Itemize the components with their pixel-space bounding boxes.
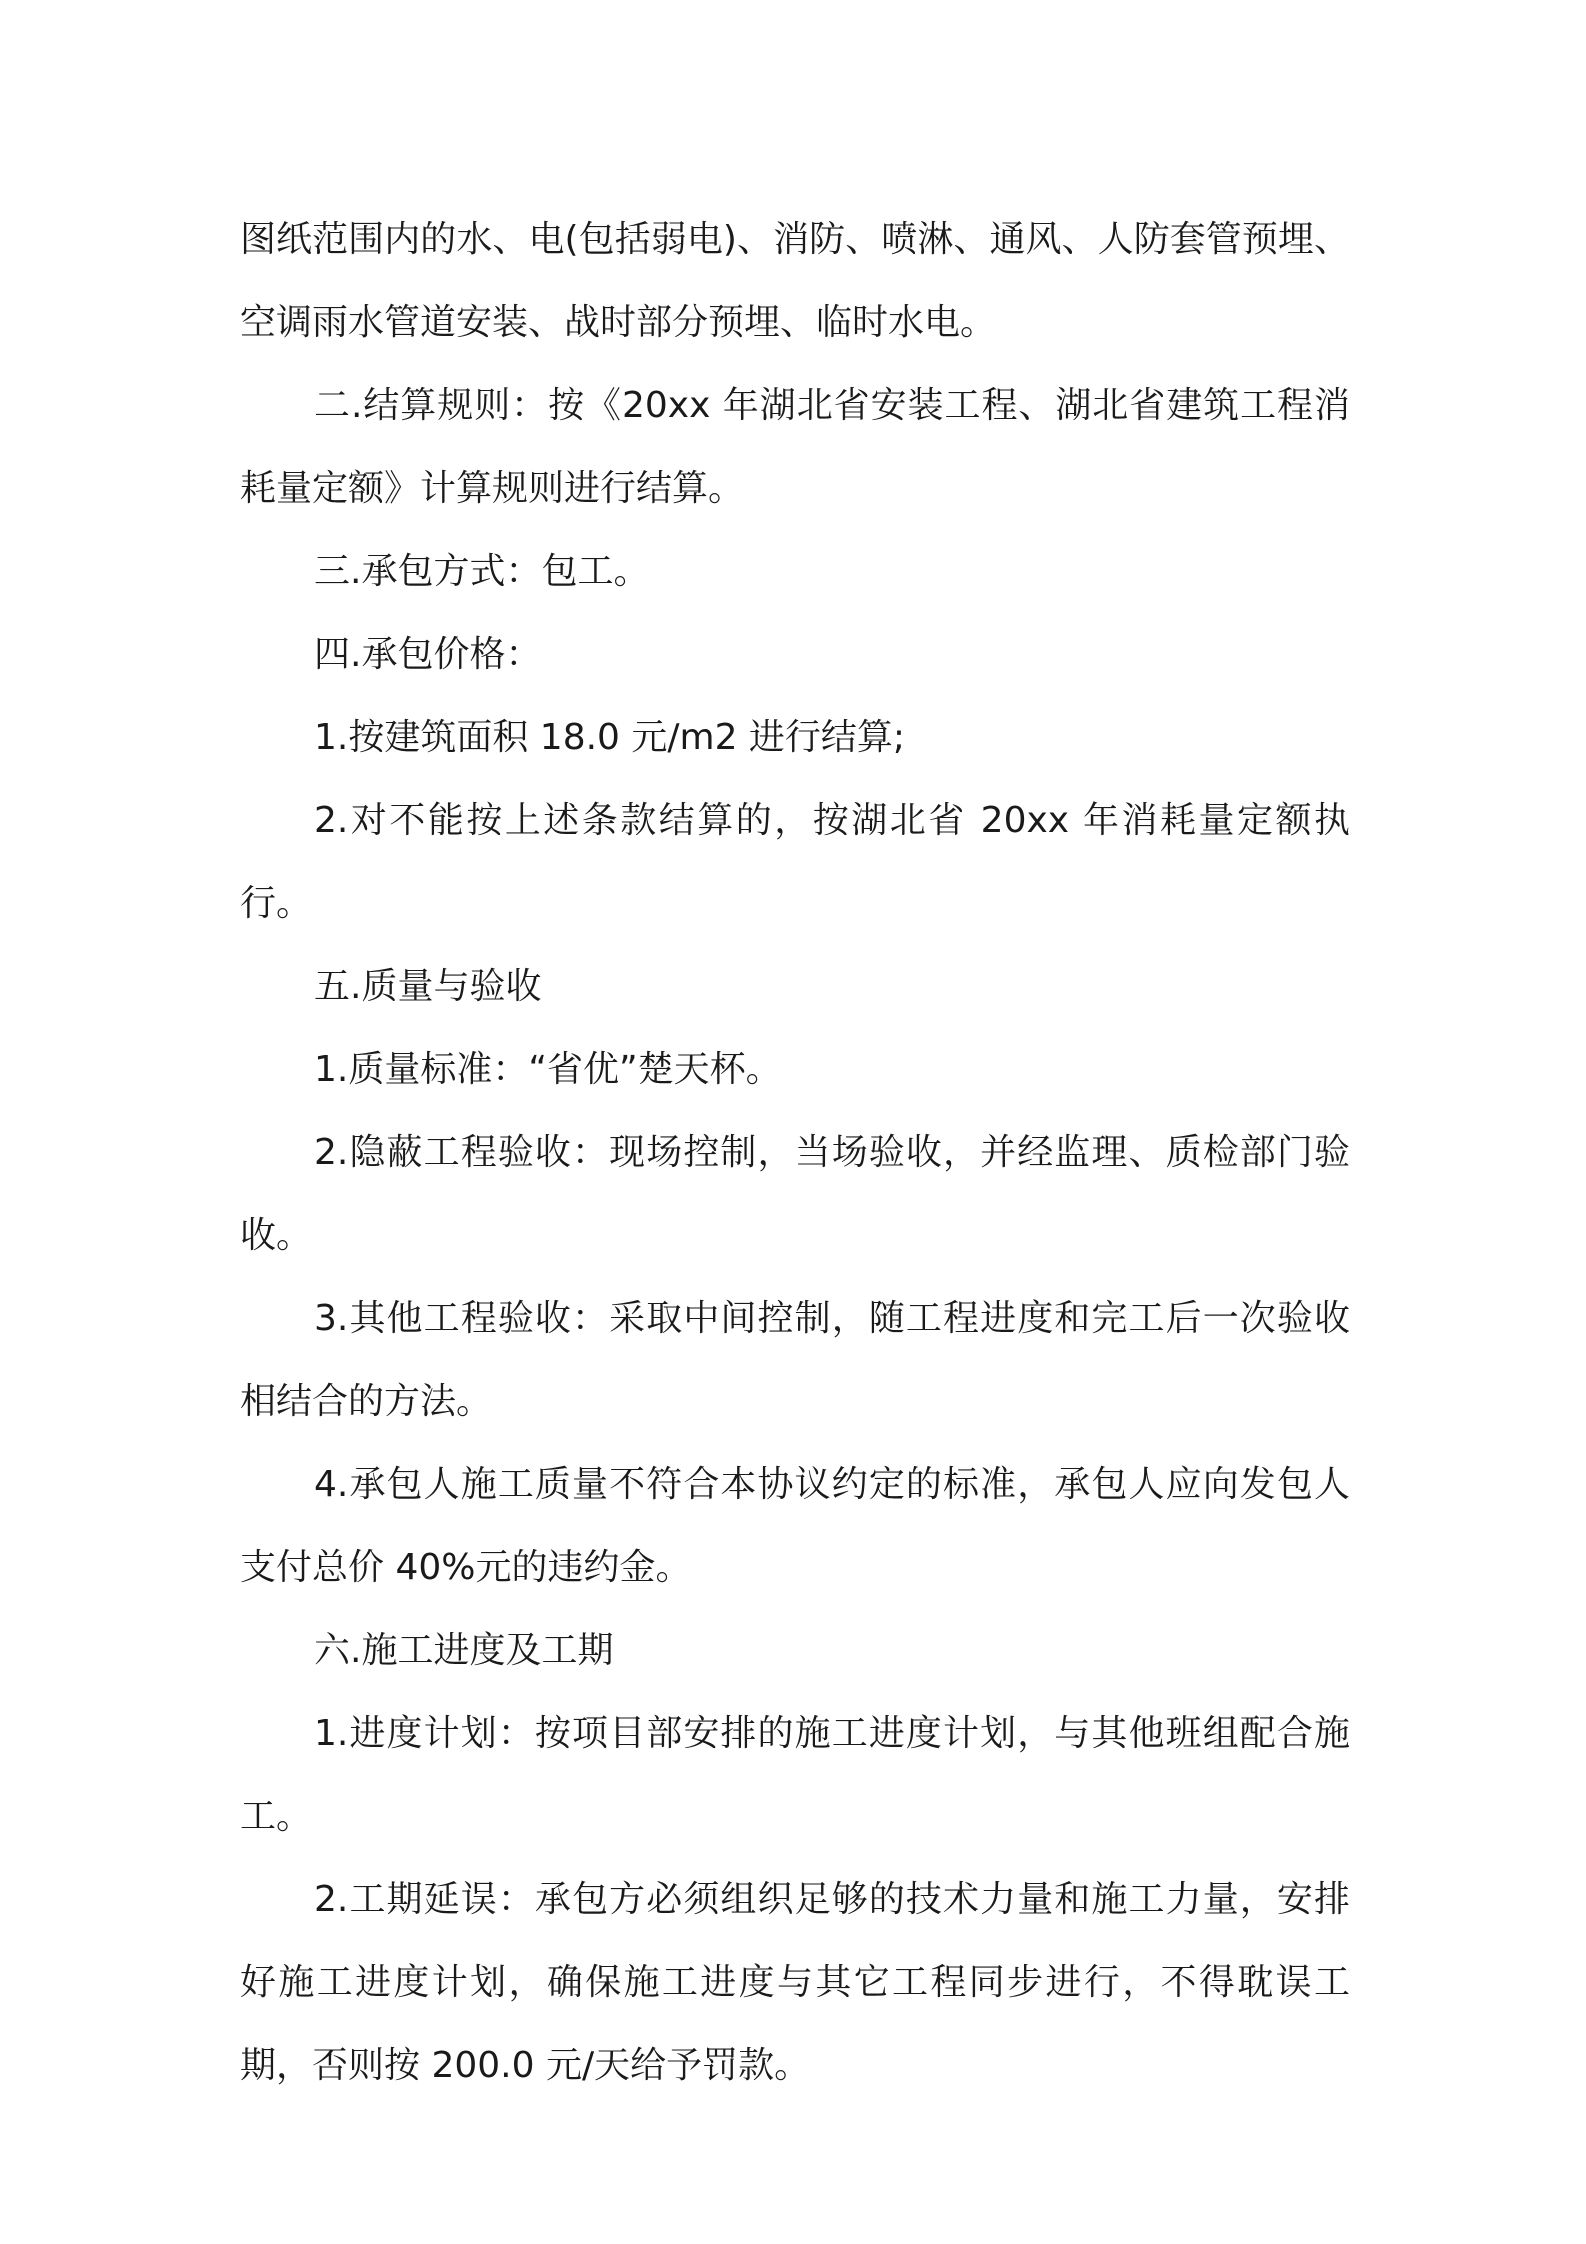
price-item-2: 2.对不能按上述条款结算的，按湖北省 20xx 年消耗量定额执行。: [240, 800, 1350, 924]
schedule-heading: 六.施工进度及工期: [314, 1630, 614, 1671]
contract-method-paragraph: 三.承包方式：包工。: [314, 551, 650, 592]
price-item-1: 1.按建筑面积 18.0 元/m2 进行结算;: [314, 717, 906, 758]
settlement-rules-paragraph: 二.结算规则：按《20xx 年湖北省安装工程、湖北省建筑工程消耗量定额》计算规则进行结算。: [240, 385, 1350, 509]
document-body: [240, 198, 1350, 2107]
scope-continued-paragraph: 图纸范围内的水、电(包括弱电)、消防、喷淋、通风、人防套管预埋、空调雨水管道安装、战时部分预埋、临时水电。: [240, 219, 1350, 343]
quality-item-3: 3.其他工程验收：采取中间控制，随工程进度和完工后一次验收相结合的方法。: [240, 1298, 1350, 1422]
quality-heading: 五.质量与验收: [314, 966, 542, 1007]
schedule-item-1: 1.进度计划：按项目部安排的施工进度计划，与其他班组配合施工。: [240, 1713, 1350, 1837]
quality-item-4: 4.承包人施工质量不符合本协议约定的标准，承包人应向发包人支付总价 40%元的违约金。: [240, 1464, 1350, 1588]
quality-item-1: 1.质量标准：“省优”楚天杯。: [314, 1049, 782, 1090]
schedule-item-2: 2.工期延误：承包方必须组织足够的技术力量和施工力量，安排好施工进度计划，确保施工进度与其它工程同步进行，不得耽误工期，否则按 200.0 元/天给予罚款。: [240, 1879, 1350, 2086]
contract-price-heading: 四.承包价格：: [314, 634, 542, 675]
quality-item-2: 2.隐蔽工程验收：现场控制，当场验收，并经监理、质检部门验收。: [240, 1132, 1350, 1256]
